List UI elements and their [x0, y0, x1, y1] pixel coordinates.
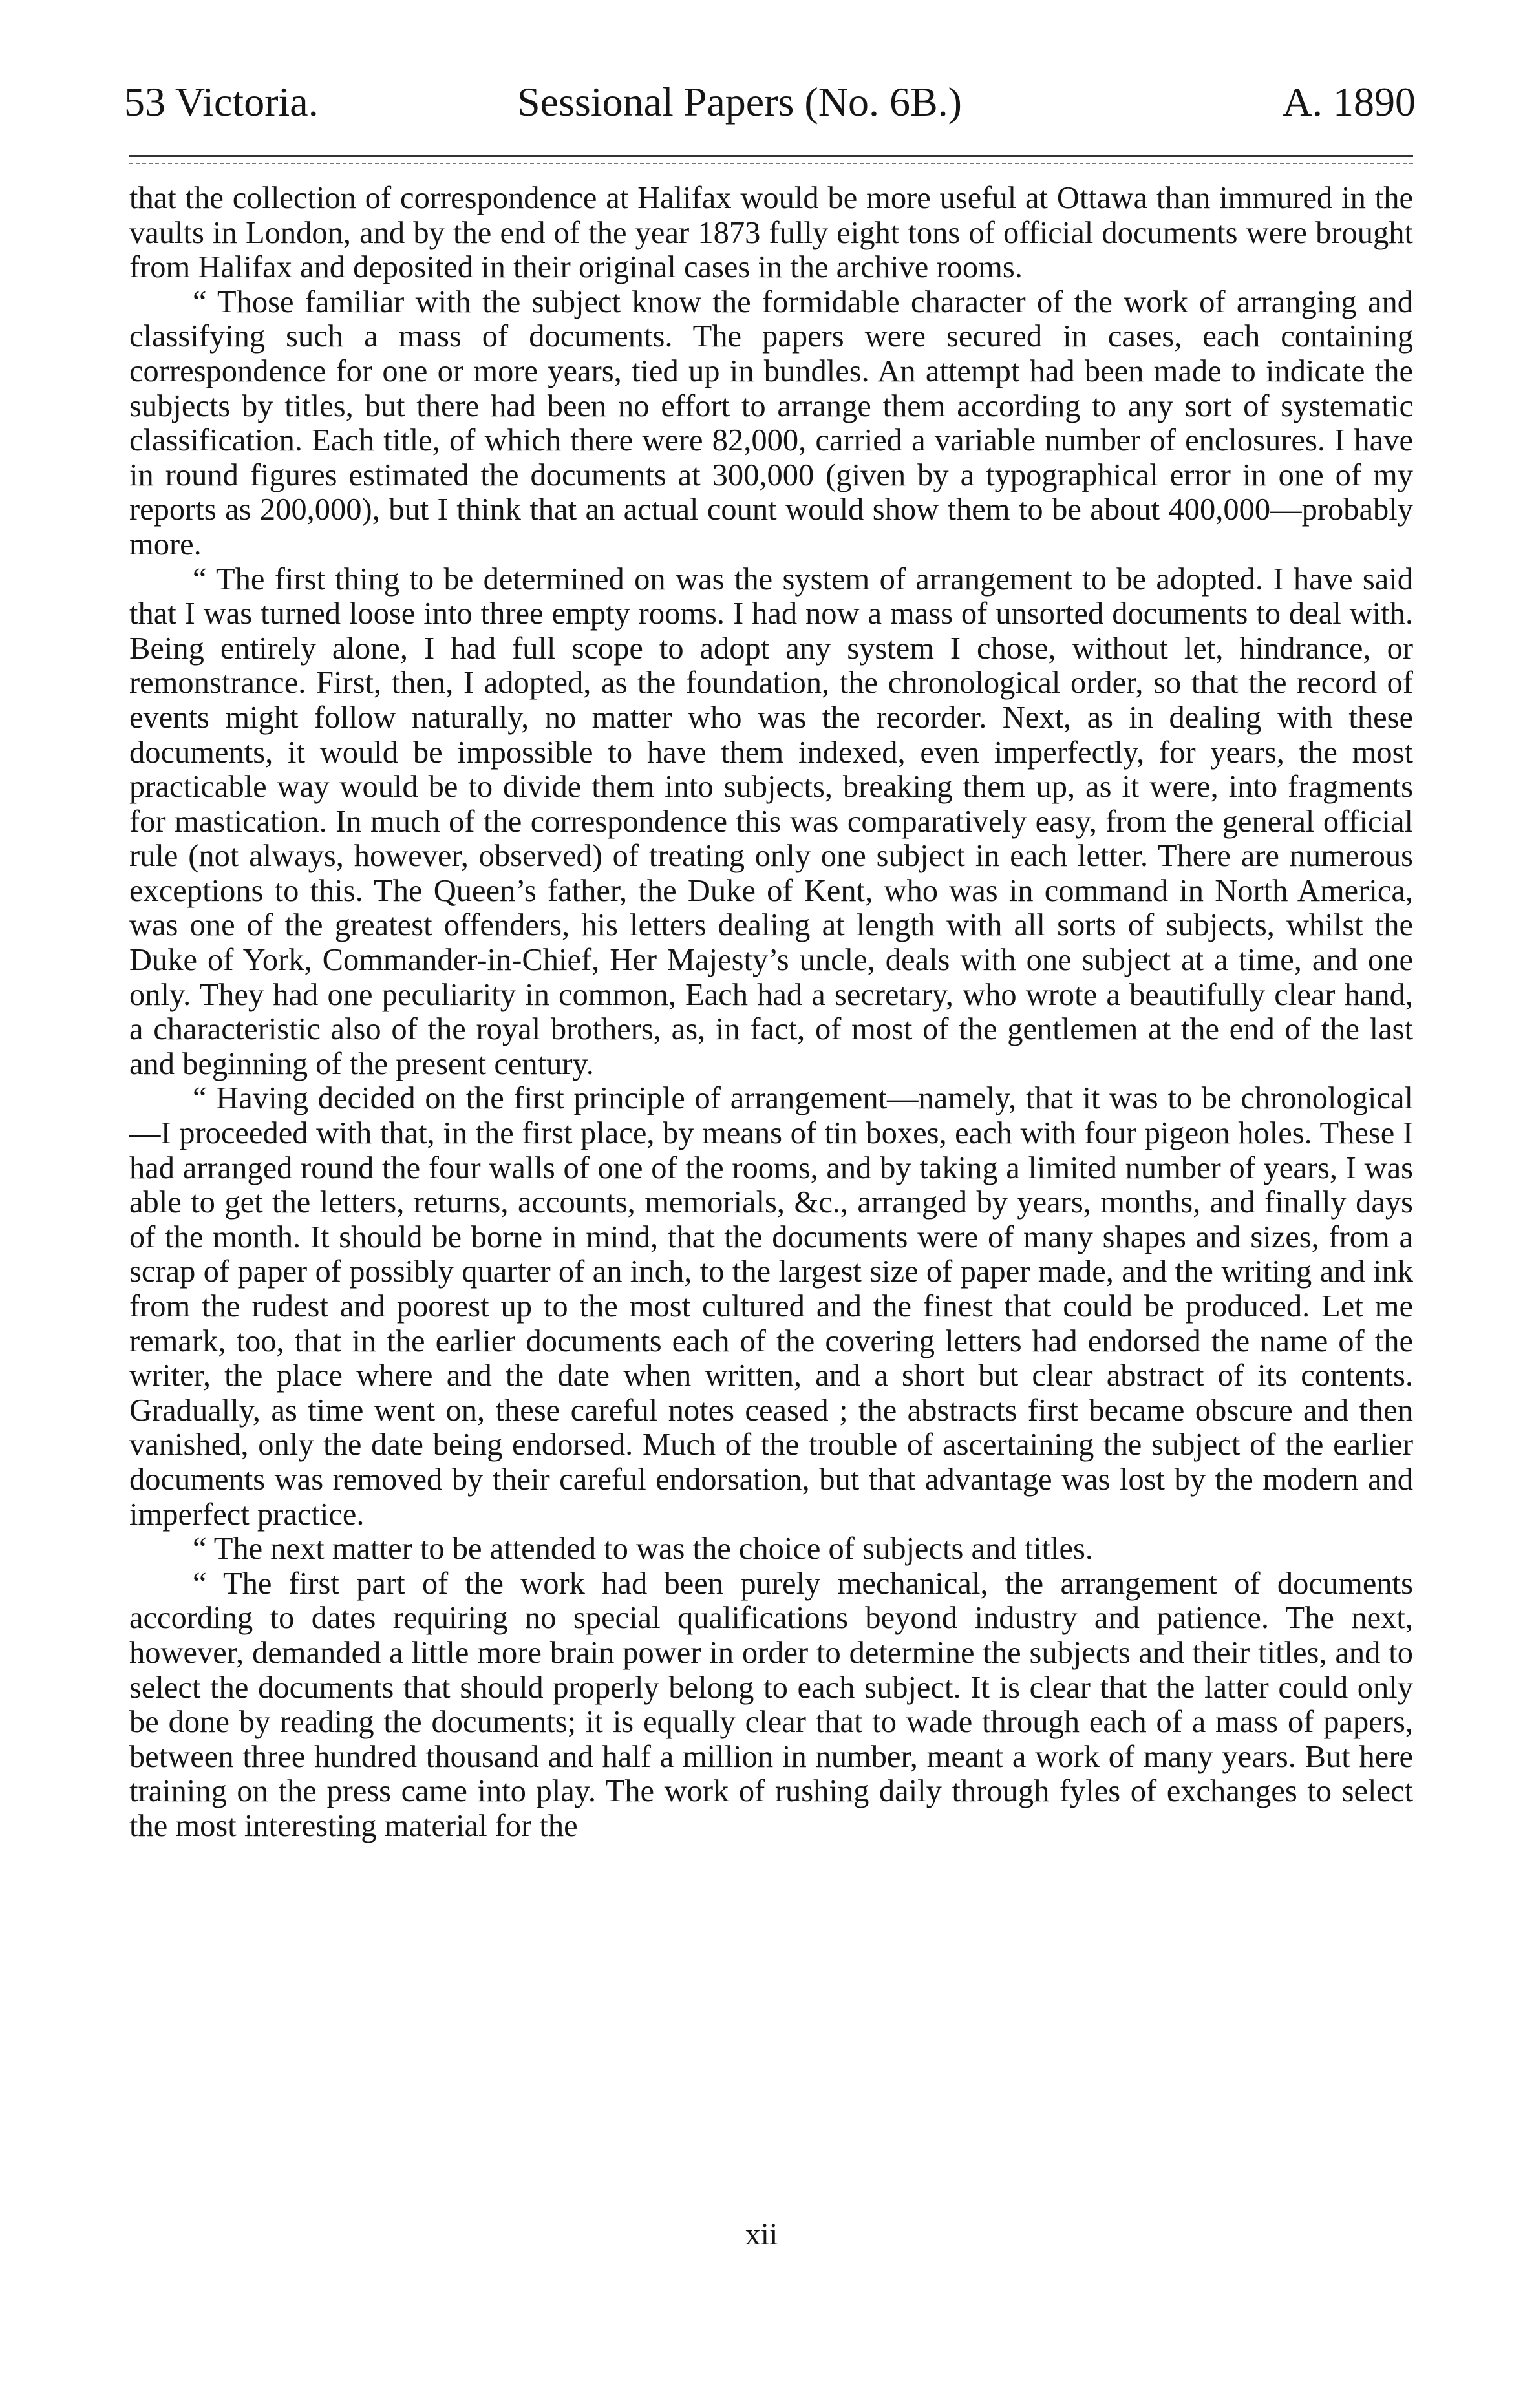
- paragraph: “ The next matter to be attended to was the choice of subjects and titles.: [193, 1532, 1094, 1567]
- paragraph: “ The first thing to be determined on was the system of arrangement to be adopted. I have said that I was turned loose into three empty rooms. I had now a mass of unsorted documents to deal with. Being entirely alone, I had full scope to adopt any system I chose, without let, hindrance, or remonstrance. First, then, I adopted, as the foundation, the chronological order, so that the record of events might follow naturally, no matter who was the recorder. Next, as in dealing with these documents, it would be impossible to have them indexed, even imperfectly, for years, the most practicable way would be to divide them into subjects, breaking them up, as it were, into fragments for mastication. In much of the correspondence this was comparatively easy, from the general official rule (not always, however, observed) of treating only one subject in each letter. There are numerous exceptions to this. The Queen’s father, the Duke of Kent, who was in command in North America, was one of the greatest offenders, his letters dealing at length with all sorts of subjects, whilst the Duke of York, Commander-in-Chief, Her Majesty’s uncle, deals with one subject at a time, and one only. They had one peculiarity in common, Each had a secretary, who wrote a beautifully clear hand, a characteristic also of the royal brothers, as, in fact, of most of the gentlemen at the end of the last and beginning of the present century.: [129, 562, 1413, 1081]
- header-rule-secondary: [129, 163, 1413, 164]
- paragraph: that the collection of correspondence at Halifax would be more useful at Ottawa than immured in the vaults in London, and by the end of the year 1873 fully eight tons of official documents were brought from Halifax and deposited in their original cases in the archive rooms.: [129, 181, 1413, 285]
- header-title: Sessional Papers (No. 6B.): [517, 79, 962, 125]
- header-year: A. 1890: [1282, 79, 1416, 125]
- running-header: [124, 76, 1416, 128]
- header-rule: [129, 155, 1413, 157]
- paragraph: “ Having decided on the first principle of arrangement—namely, that it was to be chronological—I proceeded with that, in the first place, by means of tin boxes, each with four pigeon holes. These I had arranged round the four walls of one of the rooms, and by taking a limited number of years, I was able to get the letters, returns, accounts, memorials, &c., arranged by years, months, and finally days of the month. It should be borne in mind, that the documents were of many shapes and sizes, from a scrap of paper of possibly quarter of an inch, to the largest size of paper made, and the writing and ink from the rudest and poorest up to the most cultured and the finest that could be produced. Let me remark, too, that in the earlier documents each of the covering letters had endorsed the name of the writer, the place where and the date when written, and a short but clear abstract of its contents. Gradually, as time went on, these careful notes ceased ; the abstracts first became obscure and then vanished, only the date being endorsed. Much of the trouble of ascertaining the subject of the earlier documents was removed by their careful endorsation, but that advantage was lost by the modern and imperfect practice.: [129, 1081, 1413, 1532]
- header-session: 53 Victoria.: [124, 79, 319, 125]
- page-number: xii: [745, 2217, 778, 2252]
- paragraph: “ The first part of the work had been purely mechanical, the arrangement of documents according to dates requiring no special qualifications beyond industry and patience. The next, however, demanded a little more brain power in order to determine the subjects and their titles, and to select the documents that should properly belong to each subject. It is clear that the latter could only be done by reading the documents; it is equally clear that to wade through each of a mass of papers, between three hundred thousand and half a million in number, meant a work of many years. But here training on the press came into play. The work of rushing daily through fyles of exchanges to select the most interesting material for the: [129, 1566, 1413, 1843]
- body-text: [129, 181, 1413, 1844]
- paragraph: “ Those familiar with the subject know the formidable character of the work of arranging and classifying such a mass of documents. The papers were secured in cases, each containing correspondence for one or more years, tied up in bundles. An attempt had been made to indicate the subjects by titles, but there had been no effort to arrange them according to any sort of systematic classification. Each title, of which there were 82,000, carried a variable number of enclosures. I have in round figures estimated the documents at 300,000 (given by a typographical error in one of my reports as 200,000), but I think that an actual count would show them to be about 400,000—probably more.: [129, 284, 1413, 562]
